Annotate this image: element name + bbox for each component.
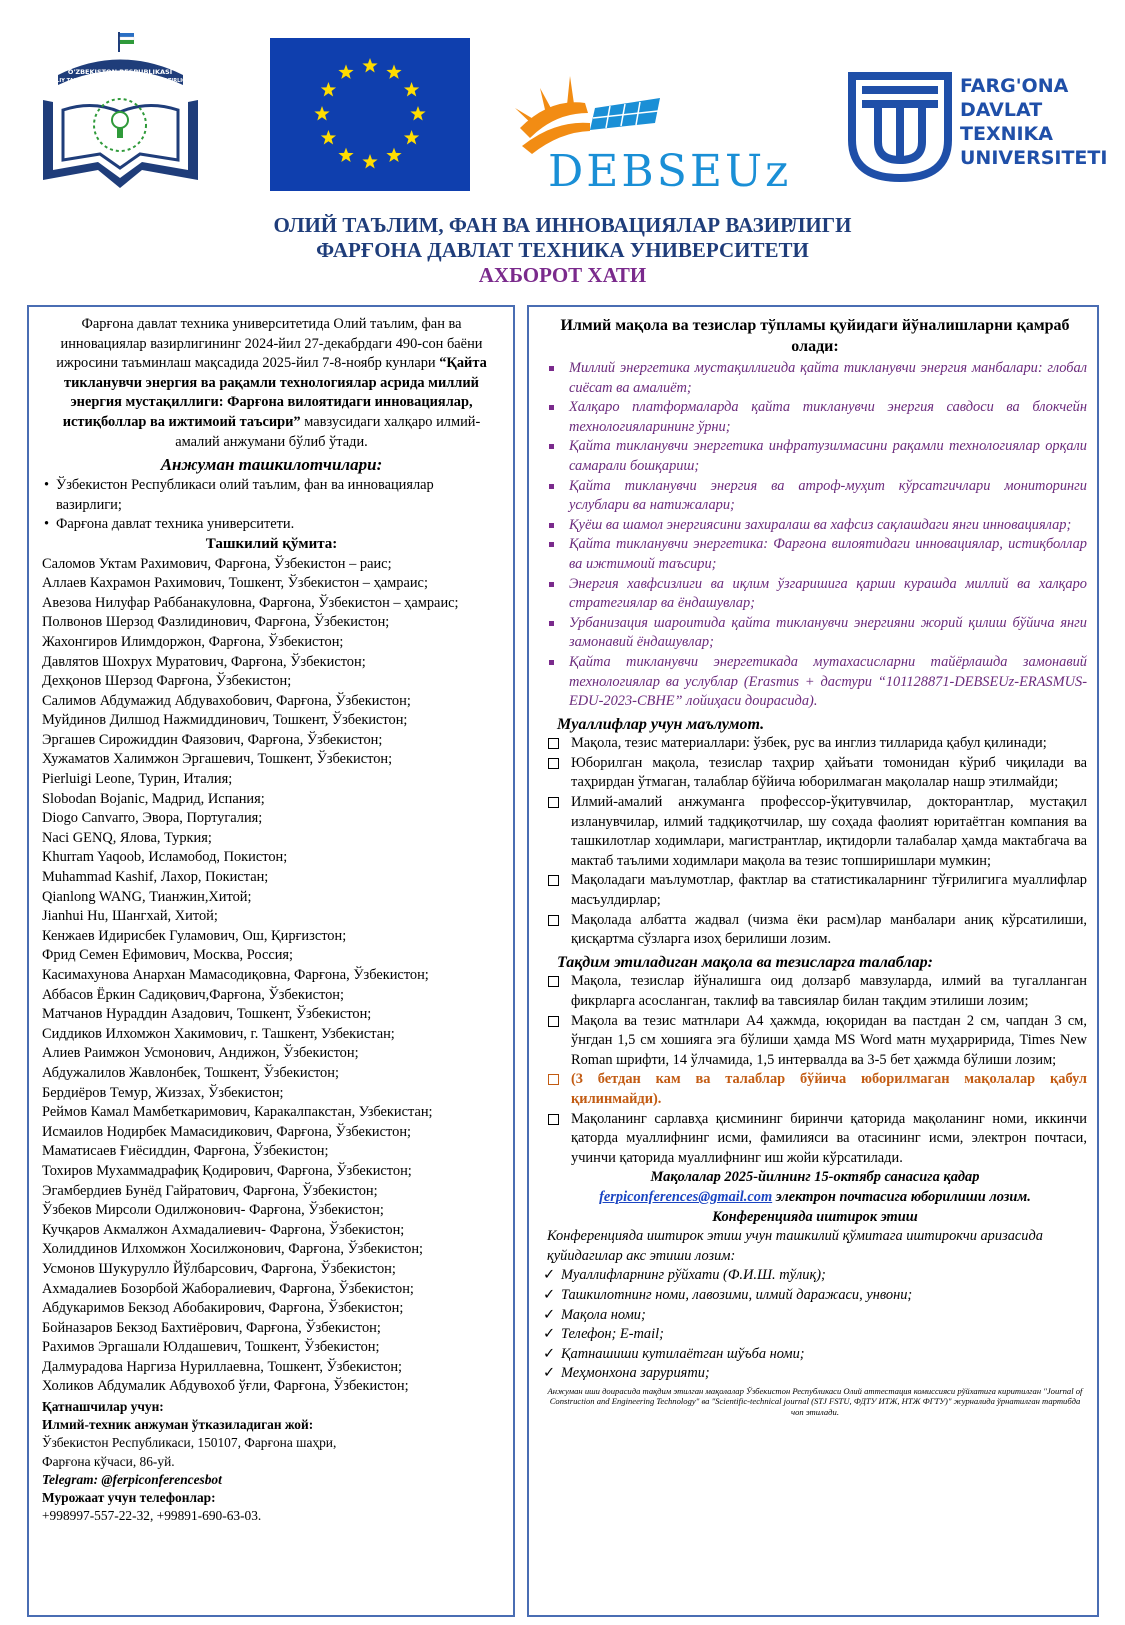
committee-member: Полвонов Шерзод Фазлидинович, Фарғона, Ўзбекистон; — [42, 614, 390, 631]
svg-text:UNIVERSITETI: UNIVERSITETI — [960, 147, 1108, 169]
debseuz-logo — [510, 68, 800, 198]
committee-member: Ахмадалиев Бозорбой Жаборалиевич, Фарғона, Ўзбекистон; — [42, 1280, 414, 1297]
participants-heading: Қатнашчилар учун: — [42, 1399, 164, 1415]
committee-member: Фрид Семен Ефимович, Москва, Россия; — [42, 947, 294, 964]
venue-heading: Илмий-техник анжуман ўтказиладиган жой: — [42, 1417, 314, 1433]
venue-address-line2: Фарғона кўчаси, 86-уй. — [42, 1453, 175, 1469]
checklist-item: ✓ Қатнашиши кутилаётган шўъба номи; — [543, 1345, 1087, 1365]
committee-member: Холиддинов Илхомжон Хосилжонович, Фарғона, Ўзбекистон; — [42, 1241, 424, 1258]
committee-member: Муйдинов Дилшод Нажмиддинович, Тошкент, Ўзбекистон; — [42, 712, 408, 729]
intro-lead: Фарғона давлат техника университетида Олий таълим, фан ва инновациялар вазирлигининг 2024-йил 27-декабрдаги 490-сон баёни ижросини таъминлаш мақсадида 2025-йил 7-8-ноябр кунлари — [56, 316, 483, 372]
committee-member: Абдукаримов Бекзод Абобакирович, Фарғона, Ўзбекистон; — [42, 1300, 404, 1317]
committee-member: Исмаилов Нодирбек Мамасидикович, Фарғона, Ўзбекистон; — [42, 1123, 412, 1140]
committee-member: Маматисаев Ғиёсиддин, Фарғона, Ўзбекистон; — [42, 1143, 329, 1160]
committee-member: Далмурадова Наргиза Нуриллаевна, Тошкент, Ўзбекистон; — [42, 1358, 403, 1375]
requirement-warning: (3 бетдан кам ва талаблар бўйича юборилмаган мақолалар қабул қилинмайди). — [543, 1070, 1087, 1109]
direction-item: Қайта тикланувчи энергетика инфратузилмасини рақамли технологиялар орқали самарали бошқариш; — [543, 437, 1087, 476]
letter-title: АХБОРОТ ХАТИ — [478, 263, 647, 287]
conference-title: “Қайта тикланувчи энергия ва рақамли технологиялар асрида миллий энергия мустақиллиги: Фарғона вилоятидаги инновациялар, истиқболлар ва ижтимоий таъсири” — [62, 355, 487, 430]
checklist-item: ✓ Меҳмонхона зарурияти; — [543, 1364, 1087, 1384]
direction-item: Қайта тикланувчи энергетикада мутахасисларни тайёрлашда замонавий технологиялар ва услублар (Erasmus + дастури “101128871-DEBSEUz-ERASMUS-EDU-2023-CBHE” лойиҳаси доирасида). — [543, 653, 1087, 712]
committee-member: Тохиров Мухаммадрафиқ Қодирович, Фарғона, Ўзбекистон; — [42, 1162, 412, 1179]
svg-text:O'ZBEKISTON RESPUBLIKASI: O'ZBEKISTON RESPUBLIKASI — [67, 68, 173, 76]
direction-item: Энергия хавфсизлиги ва иқлим ўзгаришига қарши курашда миллий ва халқаро стратегиялар ва ёндашувлар; — [543, 575, 1087, 614]
participation-intro: Конференцияда иштирок этиш учун ташкилий қўмитага иштирокчи аризасида қуйидагилар акс этиши лозим: — [547, 1228, 1043, 1264]
svg-text:DAVLAT: DAVLAT — [960, 99, 1043, 121]
direction-item: Урбанизация шароитида қайта тикланувчи энергияни жорий қилиш бўйича янги замонавий ёндашувлар; — [543, 614, 1087, 653]
committee-member: Pierluigi Leone, Турин, Италия; — [42, 771, 233, 788]
phones-heading: Мурожаат учун телефонлар: — [42, 1490, 216, 1506]
committee-member: Алиев Раимжон Усмонович, Андижон, Ўзбекистон; — [42, 1045, 359, 1062]
committee-member: Аббасов Ёркин Садиқович,Фарғона, Ўзбекистон; — [42, 986, 344, 1003]
ministry-logo — [38, 30, 203, 195]
right-column — [527, 305, 1099, 1617]
venue-address-line1: Ўзбекистон Республикаси, 150107, Фарғона шаҳри, — [42, 1435, 337, 1451]
phone-numbers: +998997-557-22-32, +99891-690-63-03. — [42, 1508, 262, 1524]
organizers-heading: Анжуман ташкилотчилари: — [160, 455, 383, 475]
committee-member: Реймов Камал Мамбеткаримович, Каракалпакстан, Узбекистан; — [42, 1104, 433, 1121]
author-info-item: Мақола, тезис материаллари: ўзбек, рус ва инглиз тилларида қабул қилинади; — [543, 734, 1087, 754]
direction-item: Қуёш ва шамол энергиясини захиралаш ва хафсиз сақлашдаги янги инновациялар; — [543, 516, 1087, 536]
university-title: ФАРҒОНА ДАВЛАТ ТЕХНИКА УНИВЕРСИТЕТИ — [316, 238, 809, 262]
authors-info-list — [543, 734, 1087, 950]
direction-item: Миллий энергетика мустақиллигида қайта тикланувчи энергия манбалари: глобал сиёсат ва амалиёт; — [543, 359, 1087, 398]
requirements-list — [543, 972, 1087, 1168]
organizer-item: • Ўзбекистон Республикаси олий таълим, фан ва инновациялар вазирлиги; — [42, 476, 501, 515]
committee-member: Салимов Абдумажид Абдувахобович, Фарғона, Ўзбекистон; — [42, 692, 411, 709]
svg-text:OLIY TA'LIM, FAN VA INNOVATSIY: OLIY TA'LIM, FAN VA INNOVATSIYALAR VAZIRLIGI — [51, 78, 189, 84]
committee-member: Рахимов Эргашали Юлдашевич, Тошкент, Ўзбекистон; — [42, 1339, 380, 1356]
committee-member: Матчанов Нураддин Азадович, Тошкент, Ўзбекистон; — [42, 1006, 372, 1023]
authors-heading: Муаллифлар учун маълумот. — [557, 715, 765, 733]
author-info-item: Мақоладаги маълумотлар, фактлар ва статистикаларнинг тўғрилигига муаллифлар масъулдирлар; — [543, 871, 1087, 910]
ministry-title: ОЛИЙ ТАЪЛИМ, ФАН ВА ИННОВАЦИЯЛАР ВАЗИРЛИГИ — [273, 213, 852, 237]
requirement-item: Мақоланинг сарлавҳа қисмининг биринчи қаторида мақоланинг номи, иккинчи қаторда муаллифнинг исми, фамилияси ва отасининг исми, электрон почтаси, учинчи қаторида муаллифнинг иш жойи кўрсатилади. — [543, 1110, 1087, 1169]
email-line — [543, 1188, 1087, 1208]
committee-member: Кучқаров Акмалжон Ахмадалиевич- Фарғона, Ўзбекистон; — [42, 1221, 405, 1238]
committee-member: Касимахунова Анархан Мамасодиқовна, Фарғона, Ўзбекистон; — [42, 967, 429, 983]
directions-list — [543, 359, 1087, 712]
checklist-item: ✓ Муаллифларнинг рўйхати (Ф.И.Ш. тўлиқ); — [543, 1266, 1087, 1286]
committee-member: Хужаматов Халимжон Эргашевич, Тошкент, Ўзбекистон; — [42, 751, 393, 768]
svg-text:DEBSEUz: DEBSEUz — [548, 146, 792, 197]
committee-member: Khurram Yaqoob, Исламобод, Покистон; — [42, 849, 288, 866]
contact-block — [42, 1398, 501, 1525]
committee-member: Diogo Canvarro, Эвора, Португалия; — [42, 810, 263, 827]
committee-member: Холиков Абдумалик Абдувохоб ўғли, Фарғона, Ўзбекистон; — [42, 1378, 409, 1395]
requirement-item: Мақола ва тезис матнлари А4 ҳажмда, юқоридан ва пастдан 2 см, чапдан 3 см, ўнгдан 1,5 см хошияга эга бўлиши ҳамда MS Word матн муҳарририда, Times New Roman шрифти, 14 ўлчамида, 1,5 интервалда ва 3-5 бет ҳажмда бўлиши лозим; — [543, 1012, 1087, 1071]
checklist-item: ✓ Мақола номи; — [543, 1306, 1087, 1326]
committee-member: Авезова Нилуфар Раббанакуловна, Фарғона, Ўзбекистон – ҳамраис; — [42, 594, 459, 611]
left-column — [27, 305, 515, 1617]
committee-member: Дехқонов Шерзод Фарғона, Ўзбекистон; — [42, 673, 292, 690]
committee-list — [42, 555, 501, 1398]
author-info-item: Мақолада албатта жадвал (чизма ёки расм)лар манбалари аниқ кўрсатилиши, қисқартма сўзларга изоҳ берилиши лозим. — [543, 911, 1087, 950]
participation-heading: Конференцияда иштирок этиш — [712, 1208, 918, 1225]
committee-member: Эгамбердиев Бунёд Гайратович, Фарғона, Ўзбекистон; — [42, 1182, 378, 1199]
requirement-item: Мақола, тезислар йўналишга оид долзарб мавзуларда, илмий ва тугалланган фикрларга асосланган, таклиф ва тавсиялар билан тақдим этилиши лозим; — [543, 972, 1087, 1011]
author-info-item: Юборилган мақола, тезислар таҳрир ҳайъати томонидан кўриб чиқилади ва таҳрирдан ўтмаган, талаблар бўйича юборилмаган мақолалар нашр этилмайди; — [543, 754, 1087, 793]
committee-member: Абдужалилов Жавлонбек, Тошкент, Ўзбекистон; — [42, 1064, 339, 1081]
committee-member: Кенжаев Идирисбек Гуламович, Ош, Қирғизстон; — [42, 927, 347, 944]
email-link[interactable]: ferpiconferences@gmail.com — [599, 1188, 773, 1205]
organizer-item: • Фарғона давлат техника университети. — [42, 515, 501, 535]
committee-member: Бердиёров Темур, Жиззах, Ўзбекистон; — [42, 1084, 284, 1101]
committee-member: Slobodan Bojanic, Мадрид, Испания; — [42, 790, 265, 807]
committee-member: Сиддиков Илхомжон Хакимович, г. Ташкент, Узбекистан; — [42, 1025, 395, 1042]
direction-item: Халқаро платформаларда қайта тикланувчи энергия савдоси ва блокчейн технологияларининг ўрни; — [543, 398, 1087, 437]
committee-member: Бойназаров Бекзод Бахтиёрович, Фарғона, Ўзбекистон; — [42, 1319, 381, 1336]
committee-member: Эргашев Сирожиддин Фаязович, Фарғона, Ўзбекистон; — [42, 731, 383, 748]
email-tail: электрон почтасига юборилиши лозим. — [775, 1188, 1031, 1205]
intro-paragraph — [42, 315, 501, 452]
directions-heading: Илмий мақола ва тезислар тўпламы қуйидаги йўналишларни қамраб олади: — [560, 317, 1070, 355]
organizers-list — [42, 476, 501, 535]
committee-member: Jianhui Hu, Шангхай, Хитой; — [42, 908, 218, 925]
eu-flag-logo — [270, 38, 470, 191]
application-checklist — [543, 1266, 1087, 1384]
author-info-item: Илмий-амалий анжуманга профессор-ўқитувчилар, докторантлар, мустақил изланувчилар, илмий тадқиқотчилар, шу соҳада фаолият юритаётган компания ва ташкилотлар ходимлари, магистрантлар, иқтидорли талабалар ҳамда мактабгача ва мактаб таълими ходимлари мақола ва тезис топширишлари мумкин; — [543, 793, 1087, 871]
logo-row — [0, 30, 1125, 200]
checklist-item: ✓ Ташкилотнинг номи, лавозими, илмий даражаси, унвони; — [543, 1286, 1087, 1306]
committee-member: Саломов Уктам Рахимович, Фарғона, Ўзбекистон – раис; — [42, 555, 392, 572]
direction-item: Қайта тикланувчи энергетика: Фарғона вилоятидаги инновациялар, истиқболлар ва ижтимоий таъсири; — [543, 535, 1087, 574]
deadline-text: Мақолалар 2025-йилнинг 15-октябр санасига қадар — [650, 1169, 980, 1186]
direction-item: Қайта тикланувчи энергия ва атроф-муҳит кўрсатгичлари мониторинги услублари ва натижалари; — [543, 477, 1087, 516]
committee-heading: Ташкилий қўмита: — [205, 535, 338, 552]
telegram-link[interactable]: Telegram: @ferpiconferencesbot — [42, 1471, 222, 1487]
committee-member: Ўзбеков Мирсоли Одилжонович- Фарғона, Ўзбекистон; — [42, 1202, 384, 1219]
fdtu-logo — [848, 70, 1108, 182]
committee-member: Qianlong WANG, Тианжин,Хитой; — [42, 888, 252, 905]
committee-member: Давлятов Шохрух Муратович, Фарғона, Ўзбекистон; — [42, 653, 366, 670]
committee-member: Naci GENQ, Ялова, Туркия; — [42, 829, 212, 846]
intro-tail: мавзусидаги халқаро илмий-амалий анжумани бўлиб ўтади. — [175, 413, 481, 450]
checklist-item: ✓ Телефон; E-mail; — [543, 1325, 1087, 1345]
svg-text:FARG'ONA: FARG'ONA — [960, 75, 1069, 97]
svg-text:TEXNIKA: TEXNIKA — [960, 123, 1053, 145]
publication-note: Анжуман иши доирасида тақдим этилган мақолалар Ўзбекистон Республикаси Олий аттестация комиссияси рўйхатига киритилган "Journal of Construction and Engineering Technology" ва "Scientific-technical journal (STJ FSTU, ФДТУ ИТЖ, НТЖ ФГТУ)" журналида ўрнатилган тартибда чоп этилади. — [547, 1385, 1083, 1417]
committee-member: Усмонов Шукурулло Йўлбарсович, Фарғона, Ўзбекистон; — [42, 1260, 396, 1277]
committee-member: Жахонгиров Илимдоржон, Фарғона, Ўзбекистон; — [42, 633, 344, 650]
requirements-heading: Тақдим этиладиган мақола ва тезисларга талаблар: — [557, 953, 933, 971]
header-titles — [0, 213, 1125, 288]
committee-member: Muhammad Kashif, Лахор, Покистан; — [42, 869, 269, 886]
committee-member: Аллаев Кахрамон Рахимович, Тошкент, Ўзбекистон – ҳамраис; — [42, 575, 428, 592]
